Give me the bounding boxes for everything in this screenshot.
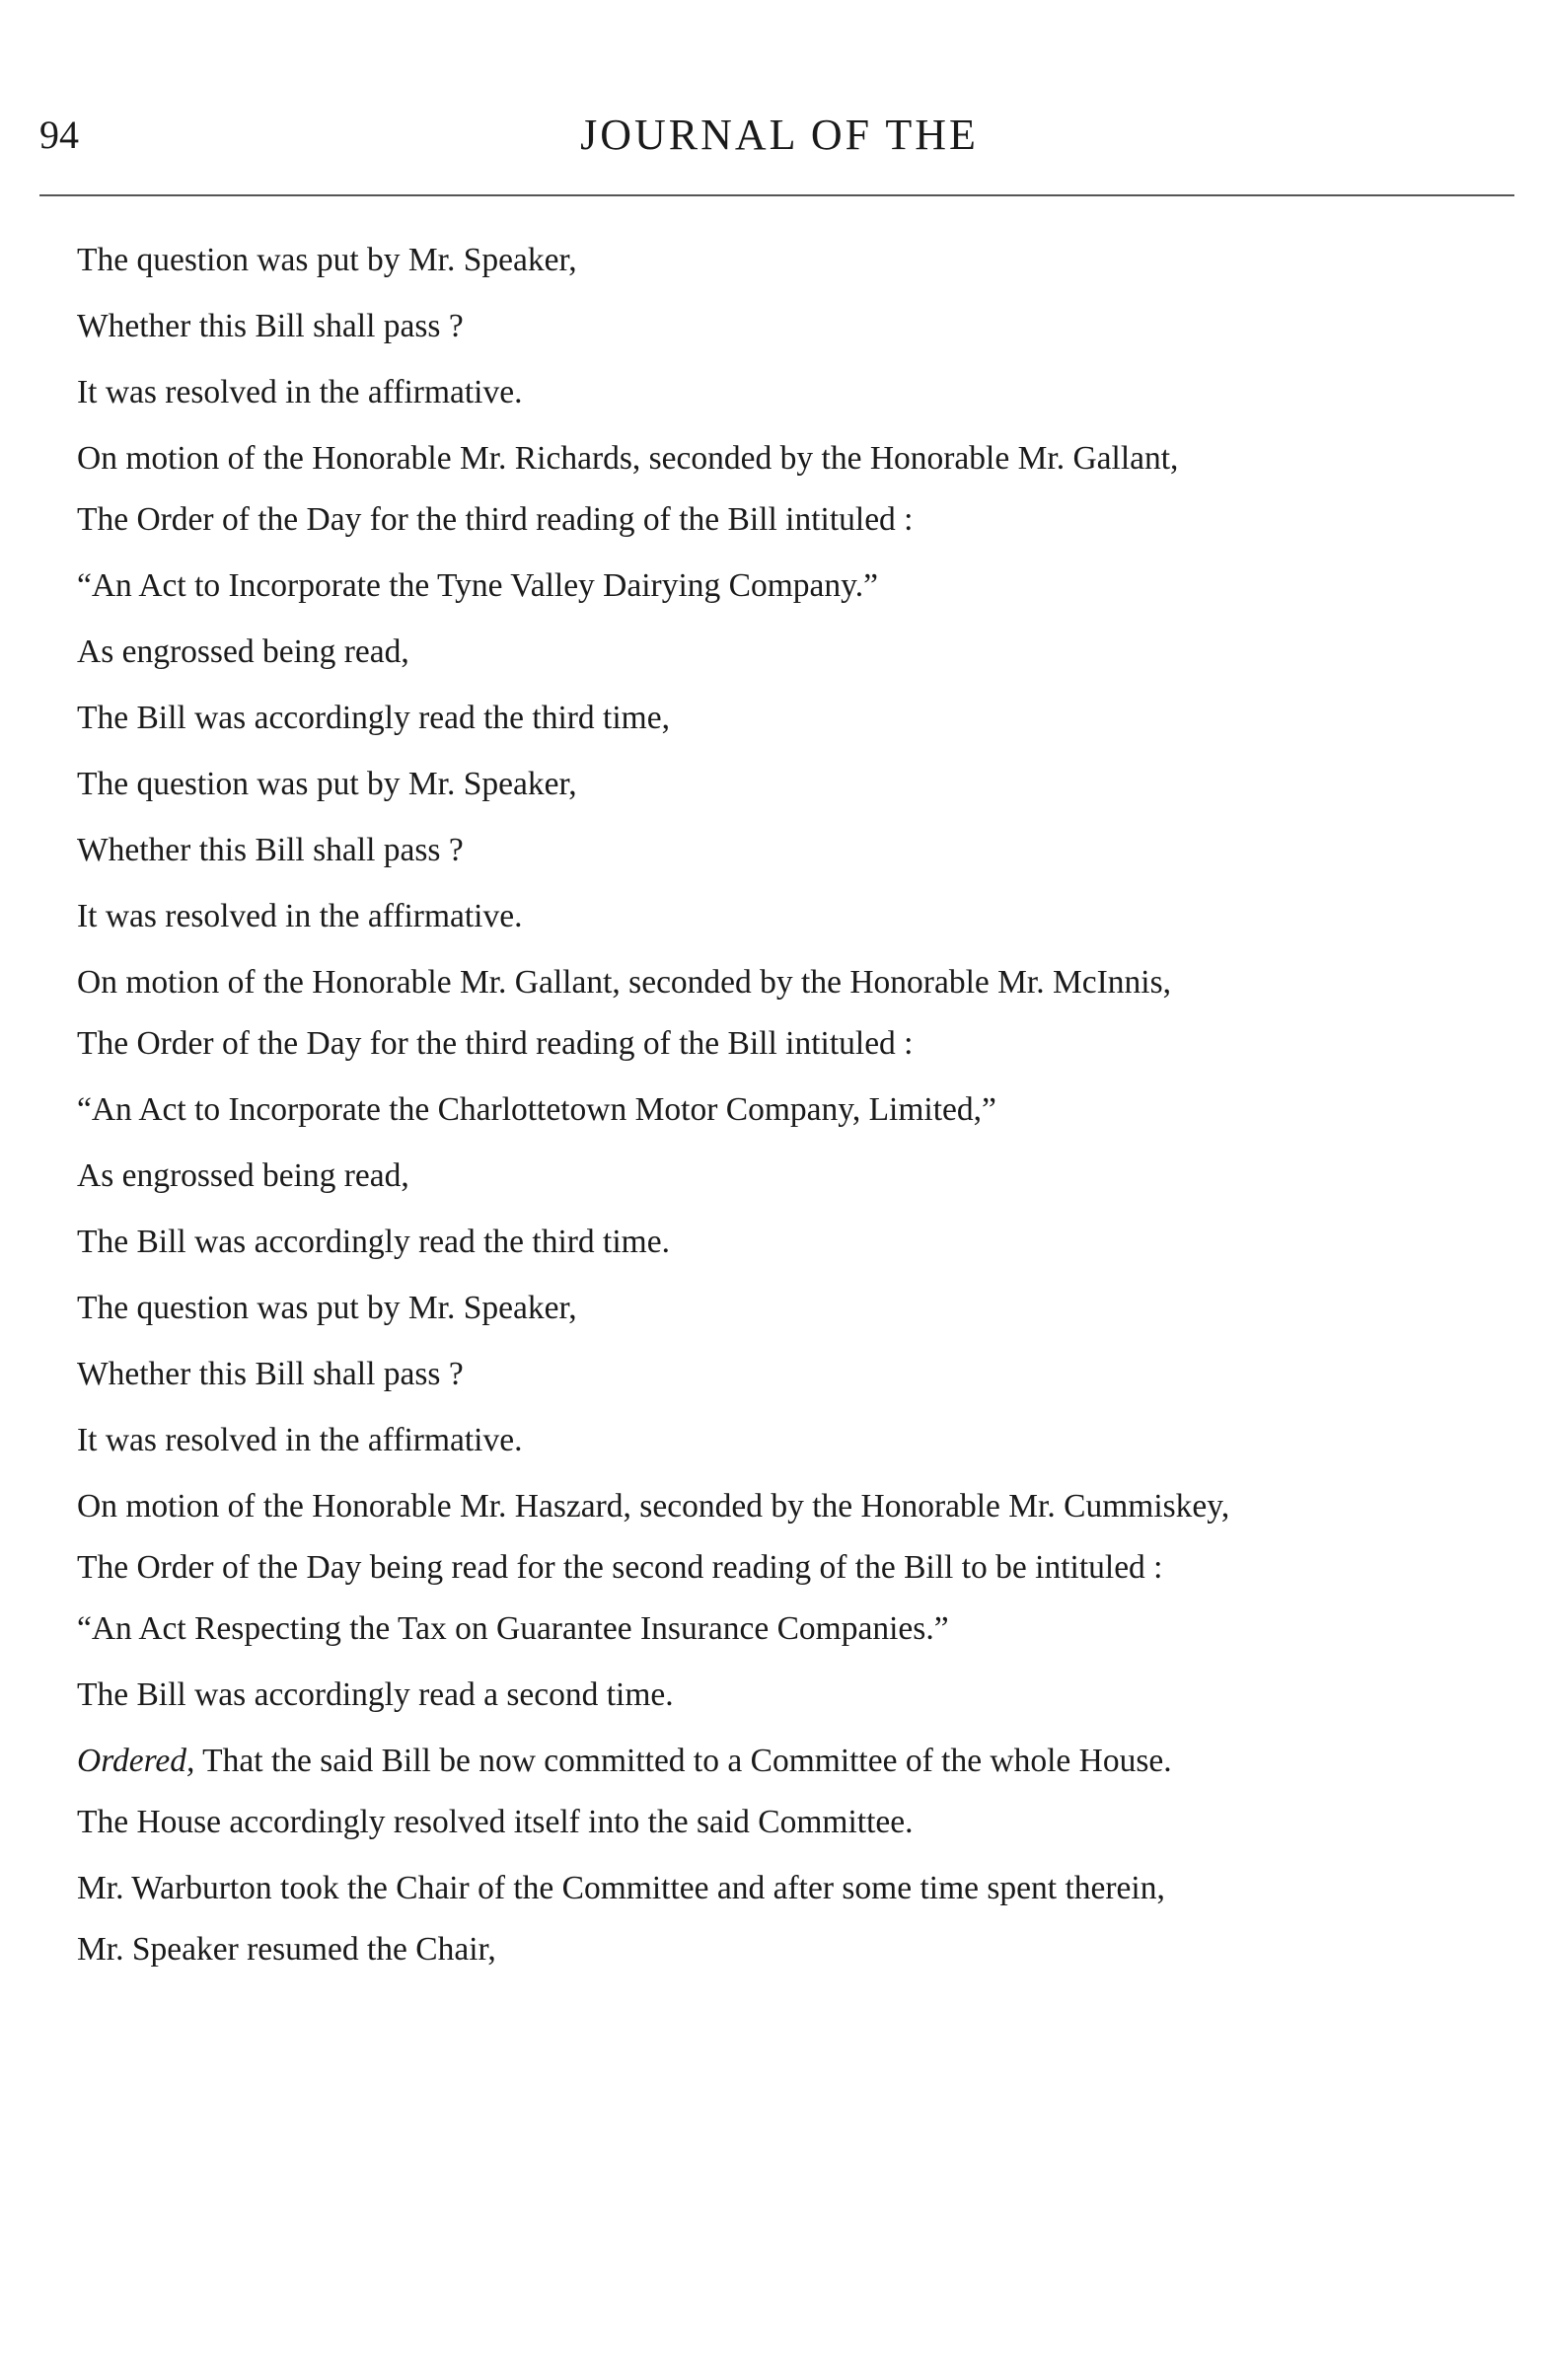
paragraph-motion-haszard: On motion of the Honorable Mr. Haszard, seconded by the Honorable Mr. Cummiskey, <box>77 1488 1230 1525</box>
ordered-italic: Ordered, <box>77 1743 195 1779</box>
paragraph-motion-gallant: On motion of the Honorable Mr. Gallant, seconded by the Honorable Mr. McInnis, <box>77 964 1172 1001</box>
paragraph-whether-pass: Whether this Bill shall pass ? <box>77 832 464 868</box>
page-number: 94 <box>39 112 79 157</box>
paragraph-warburton-chair: Mr. Warburton took the Chair of the Committee and after some time spent therein, <box>77 1870 1165 1906</box>
paragraph-order-of-day: The Order of the Day for the third reading of the Bill intituled : <box>77 501 914 538</box>
paragraph-bill-title-guarantee-insurance: “An Act Respecting the Tax on Guarantee Insurance Companies.” <box>77 1610 949 1647</box>
paragraph-order-of-day: The Order of the Day for the third reading of the Bill intituled : <box>77 1025 914 1062</box>
paragraph-speaker-resumed: Mr. Speaker resumed the Chair, <box>77 1931 496 1968</box>
paragraph-bill-title-tyne-valley: “An Act to Incorporate the Tyne Valley Dairying Company.” <box>77 567 878 604</box>
paragraph-motion-richards: On motion of the Honorable Mr. Richards, seconded by the Honorable Mr. Gallant, <box>77 440 1179 477</box>
page-heading: JOURNAL OF THE <box>580 111 979 159</box>
paragraph-resolved: It was resolved in the affirmative. <box>77 898 523 934</box>
paragraph-whether-pass: Whether this Bill shall pass ? <box>77 1356 464 1392</box>
paragraph-order-second-reading: The Order of the Day being read for the second reading of the Bill to be intituled : <box>77 1549 1163 1586</box>
header-rule <box>39 194 1514 196</box>
paragraph-house-resolved: The House accordingly resolved itself into the said Committee. <box>77 1804 914 1840</box>
paragraph-resolved: It was resolved in the affirmative. <box>77 374 523 410</box>
paragraph-question-put: The question was put by Mr. Speaker, <box>77 242 577 278</box>
running-head <box>39 111 1519 160</box>
paragraph-third-reading: The Bill was accordingly read the third time, <box>77 700 670 736</box>
paragraph-question-put: The question was put by Mr. Speaker, <box>77 766 577 802</box>
paragraph-engrossed: As engrossed being read, <box>77 1157 409 1194</box>
paragraph-whether-pass: Whether this Bill shall pass ? <box>77 308 464 344</box>
paragraph-ordered-committee <box>32 1742 1511 1781</box>
paragraph-second-time: The Bill was accordingly read a second time. <box>77 1676 674 1713</box>
paragraph-third-reading: The Bill was accordingly read the third time. <box>77 1224 670 1260</box>
paragraph-resolved: It was resolved in the affirmative. <box>77 1422 523 1458</box>
ordered-text: That the said Bill be now committed to a Committee of the whole House. <box>194 1743 1172 1779</box>
paragraph-question-put: The question was put by Mr. Speaker, <box>77 1290 577 1326</box>
journal-body <box>32 241 1511 1996</box>
paragraph-bill-title-charlottetown-motor: “An Act to Incorporate the Charlottetown Motor Company, Limited,” <box>77 1091 996 1128</box>
paragraph-engrossed: As engrossed being read, <box>77 633 409 670</box>
